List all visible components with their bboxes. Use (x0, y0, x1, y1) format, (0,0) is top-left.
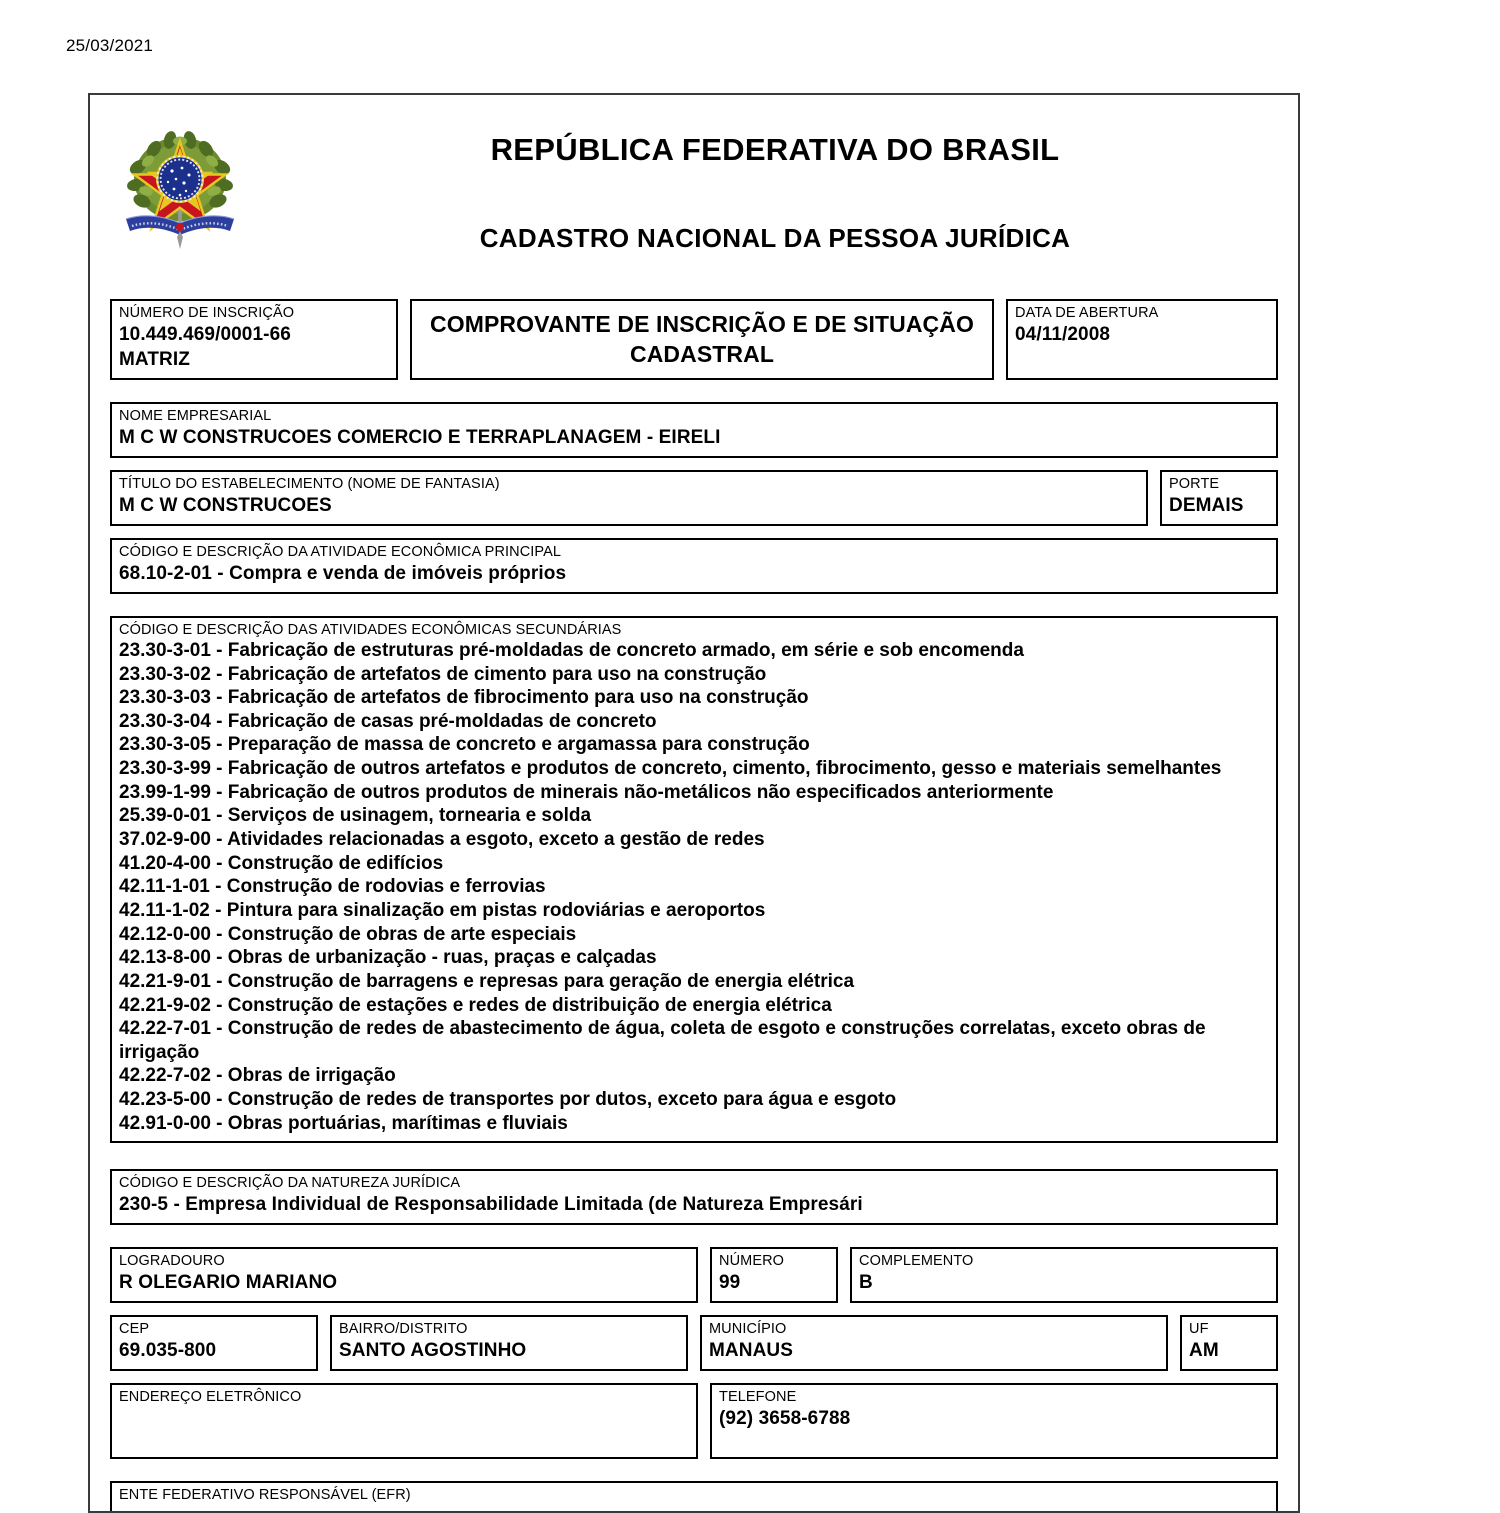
secondary-activities-row (110, 616, 1278, 1143)
state-value: AM (1189, 1340, 1219, 1362)
street-number-field (710, 1247, 838, 1303)
zip-value: 69.035-800 (119, 1340, 217, 1362)
legal-nature-field (110, 1169, 1278, 1225)
secondary-activity-item: 42.21-9-01 - Construção de barragens e represas para geração de energia elétrica (119, 970, 855, 992)
phone-label: TELEFONE (719, 1389, 797, 1406)
main-activity-row (110, 538, 1278, 594)
page-title: REPÚBLICA FEDERATIVA DO BRASIL (490, 132, 1060, 167)
legal-nature-row (110, 1169, 1278, 1225)
secondary-activities-list (119, 639, 1269, 1135)
secondary-activities-field (110, 616, 1278, 1143)
efr-field (110, 1481, 1278, 1513)
inscription-number-field (110, 299, 398, 380)
secondary-activity-item: 23.30-3-03 - Fabricação de artefatos de fibrocimento para uso na construção (119, 687, 809, 709)
contact-row (110, 1383, 1278, 1459)
document-masthead (90, 95, 1298, 275)
business-name-field (110, 402, 1278, 458)
identification-row (110, 299, 1278, 380)
complement-value: B (859, 1272, 873, 1294)
email-label: ENDEREÇO ELETRÔNICO (119, 1389, 302, 1406)
trade-name-value: M C W CONSTRUCOES (119, 494, 332, 516)
secondary-activity-item: 42.22-7-02 - Obras de irrigação (119, 1065, 396, 1087)
opening-date-value: 04/11/2008 (1015, 323, 1111, 345)
brazil-coat-of-arms-icon (120, 127, 240, 252)
business-name-row (110, 402, 1278, 458)
street-label: LOGRADOURO (119, 1253, 225, 1270)
main-activity-field (110, 538, 1278, 594)
secondary-activity-item: 42.13-8-00 - Obras de urbanização - ruas, praças e calçadas (119, 947, 657, 969)
company-size-field (1160, 470, 1278, 526)
email-field (110, 1383, 698, 1459)
legal-nature-label: CÓDIGO E DESCRIÇÃO DA NATUREZA JURÍDICA (119, 1175, 461, 1192)
secondary-activity-item: 42.23-5-00 - Construção de redes de transportes por dutos, exceto para água e esgoto (119, 1089, 897, 1111)
secondary-activity-item: 42.21-9-02 - Construção de estações e redes de distribuição de energia elétrica (119, 994, 832, 1016)
street-value: R OLEGARIO MARIANO (119, 1272, 338, 1294)
opening-date-field (1006, 299, 1278, 380)
secondary-activity-item: 37.02-9-00 - Atividades relacionadas a esgoto, exceto a gestão de redes (119, 829, 765, 851)
trade-name-label: TÍTULO DO ESTABELECIMENTO (NOME DE FANTASIA) (119, 476, 500, 493)
secondary-activity-item: 23.30-3-05 - Preparação de massa de concreto e argamassa para construção (119, 734, 810, 756)
complement-label: COMPLEMENTO (859, 1253, 974, 1270)
street-number-label: NÚMERO (719, 1253, 785, 1270)
inscription-type-value: MATRIZ (119, 348, 190, 370)
main-activity-value: 68.10-2-01 - Compra e venda de imóveis próprios (119, 562, 567, 584)
trade-name-field (110, 470, 1148, 526)
city-value: MANAUS (709, 1340, 793, 1362)
phone-value: (92) 3658-6788 (719, 1408, 851, 1429)
city-label: MUNICÍPIO (709, 1321, 787, 1338)
city-field (700, 1315, 1168, 1371)
secondary-activity-item: 42.11-1-01 - Construção de rodovias e ferrovias (119, 876, 546, 898)
district-field (330, 1315, 688, 1371)
opening-date-label: DATA DE ABERTURA (1015, 305, 1159, 321)
print-date: 25/03/2021 (66, 36, 154, 55)
district-value: SANTO AGOSTINHO (339, 1340, 527, 1362)
company-size-label: PORTE (1169, 476, 1220, 493)
phone-field (710, 1383, 1278, 1459)
trade-name-row (110, 470, 1278, 526)
inscription-number-value: 10.449.469/0001-66 (119, 323, 291, 345)
business-name-value: M C W CONSTRUCOES COMERCIO E TERRAPLANAGEM - EIRELI (119, 426, 721, 448)
secondary-activity-item: 42.11-1-02 - Pintura para sinalização em pistas rodoviárias e aeroportos (119, 899, 766, 921)
address-street-row (110, 1247, 1278, 1303)
document-title-value: COMPROVANTE DE INSCRIÇÃO E DE SITUAÇÃO CADASTRAL (430, 311, 974, 367)
registry-subtitle: CADASTRO NACIONAL DA PESSOA JURÍDICA (479, 223, 1071, 253)
main-activity-label: CÓDIGO E DESCRIÇÃO DA ATIVIDADE ECONÔMICA PRINCIPAL (119, 544, 562, 561)
secondary-activity-item: 42.12-0-00 - Construção de obras de arte especiais (119, 923, 577, 945)
district-label: BAIRRO/DISTRITO (339, 1321, 468, 1338)
business-name-label: NOME EMPRESARIAL (119, 408, 272, 425)
address-locality-row (110, 1315, 1278, 1371)
secondary-activity-item: 42.91-0-00 - Obras portuárias, marítimas e fluviais (119, 1112, 568, 1134)
secondary-activity-item: 23.30-3-99 - Fabricação de outros artefatos e produtos de concreto, cimento, fibrocimento, gesso e materiais semelhantes (119, 758, 1222, 780)
secondary-activity-item: 23.30-3-04 - Fabricação de casas pré-moldadas de concreto (119, 710, 657, 732)
legal-nature-value: 230-5 - Empresa Individual de Responsabilidade Limitada (de Natureza Empresári (119, 1194, 863, 1216)
secondary-activities-label: CÓDIGO E DESCRIÇÃO DAS ATIVIDADES ECONÔMICAS SECUNDÁRIAS (119, 622, 622, 639)
secondary-activity-item: 23.30-3-02 - Fabricação de artefatos de cimento para uso na construção (119, 663, 767, 685)
secondary-activity-item: 23.30-3-01 - Fabricação de estruturas pré-moldadas de concreto armado, em série e sob encomenda (119, 639, 1024, 661)
efr-row (110, 1481, 1278, 1513)
zip-label: CEP (119, 1321, 150, 1338)
efr-label: ENTE FEDERATIVO RESPONSÁVEL (EFR) (119, 1487, 411, 1504)
company-size-value: DEMAIS (1169, 494, 1244, 516)
secondary-activity-item: 41.20-4-00 - Construção de edifícios (119, 852, 444, 874)
secondary-activity-item: 42.22-7-01 - Construção de redes de abastecimento de água, coleta de esgoto e construções correlatas, exceto obras de irrigação (119, 1018, 1206, 1063)
state-label: UF (1189, 1321, 1209, 1338)
document-title-field (410, 299, 994, 380)
street-field (110, 1247, 698, 1303)
secondary-activity-item: 23.99-1-99 - Fabricação de outros produtos de minerais não-metálicos não especificados anteriormente (119, 781, 1054, 803)
street-number-value: 99 (719, 1272, 741, 1294)
complement-field (850, 1247, 1278, 1303)
secondary-activity-item: 25.39-0-01 - Serviços de usinagem, tornearia e solda (119, 805, 592, 827)
certificate-page (88, 93, 1300, 1513)
inscription-number-label: NÚMERO DE INSCRIÇÃO (119, 305, 295, 321)
state-field (1180, 1315, 1278, 1371)
zip-field (110, 1315, 318, 1371)
